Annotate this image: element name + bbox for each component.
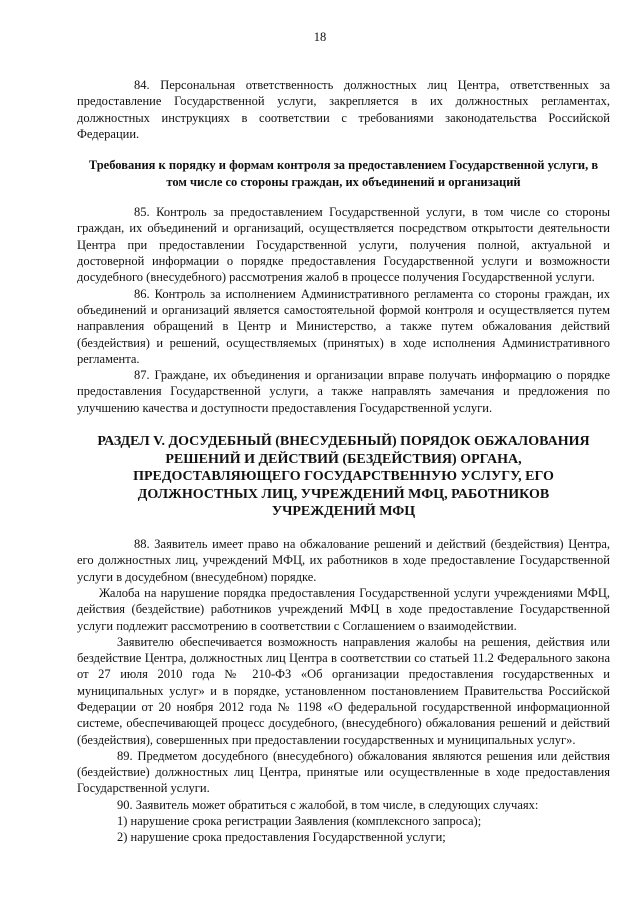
document-body (77, 77, 610, 846)
paragraph-89: 89. Предметом досудебного (внесудебного) обжалования являются решения или действия (бездействие) должностных лиц Центра, принятые или осуществленные в ходе предоставления Государственной услуги. (77, 748, 610, 796)
paragraph-88: 88. Заявитель имеет право на обжалование решений и действий (бездействия) Центра, его должностных лиц, учреждений МФЦ, их работников в ходе предоставление Государственной услуги в досудебном (внесудебном) порядке. (77, 537, 610, 584)
heading-control-requirements: Требования к порядку и формам контроля за предоставлением Государственной услуги, в том числе со стороны граждан, их объединений и организаций (88, 158, 599, 189)
paragraph-90: 90. Заявитель может обратиться с жалобой, в том числе, в следующих случаях: (117, 797, 539, 812)
paragraph-87: 87. Граждане, их объединения и организации вправе получать информацию о порядке предоставления Государственной услуги, а также направлять замечания и предложения по улучшению качества и доступности предоставления Государственной услуги. (77, 368, 610, 415)
paragraph-86: 86. Контроль за исполнением Административного регламента со стороны граждан, их объединений и организаций является самостоятельной формой контроля и осуществляется путем направления обращений в Центр и Министерство, а также путем обжалования действий (бездействия) и решений, осуществляемых (принятых) в ходе исполнения Административного регламента. (77, 286, 610, 366)
list-item-2: 2) нарушение срока предоставления Государственной услуги; (117, 830, 446, 845)
section-v-title: РАЗДЕЛ V. ДОСУДЕБНЫЙ (ВНЕСУДЕБНЫЙ) ПОРЯДОК ОБЖАЛОВАНИЯ РЕШЕНИЙ И ДЕЙСТВИЙ (БЕЗДЕЙСТВИЯ) ОРГАНА, ПРЕДОСТАВЛЯЮЩЕГО ГОСУДАРСТВЕННУЮ УСЛУГУ, ЕГО ДОЛЖНОСТНЫХ ЛИЦ, УЧРЕЖДЕНИЙ МФЦ, РАБОТНИКОВ УЧРЕЖДЕНИЙ МФЦ (97, 434, 590, 520)
page-number: 18 (313, 30, 327, 44)
paragraph-84: 84. Персональная ответственность должностных лиц Центра, ответственных за предоставление Государственной услуги, закрепляется в их должностных регламентах, должностных инструкциях в соответствии с требованиями законодательства Российской Федерации. (77, 78, 610, 141)
paragraph-complaint-possibility: Заявителю обеспечивается возможность направления жалобы на решения, действия или бездействие Центра, должностных лиц Центра в соответствии со статьей 11.2 Федерального закона от 27 июля 2010 года № 210-ФЗ «Об организации предоставления государственных и муниципальных услуг» и в порядке, установленном постановлением Правительства Российской Федерации от 20 ноября 2012 года № 1198 «О федеральной государственной информационной системе, обеспечивающей процесс досудебного, (внесудебного) обжалования решений и действий (бездействия), совершенных при предоставлении государственных и муниципальных услуг». (77, 634, 610, 747)
list-item-1: 1) нарушение срока регистрации Заявления (комплексного запроса); (117, 814, 482, 829)
paragraph-85: 85. Контроль за предоставлением Государственной услуги, в том числе со стороны граждан, их объединений и организаций, осуществляется посредством открытости деятельности Центра при предоставлении Государственной услуги, получения полной, актуальной и достоверной информации о порядке предоставления Государственной услуги и возможности досудебного (внесудебного) рассмотрения жалоб в процессе получения Государственной услуги. (77, 205, 610, 285)
paragraph-mfc-complaint: Жалоба на нарушение порядка предоставления Государственной услуги учреждениями МФЦ, действия (бездействие) работников учреждений МФЦ в ходе предоставление Государственной услуги подлежит рассмотрению в соответствии с Соглашением о взаимодействии. (77, 585, 610, 633)
